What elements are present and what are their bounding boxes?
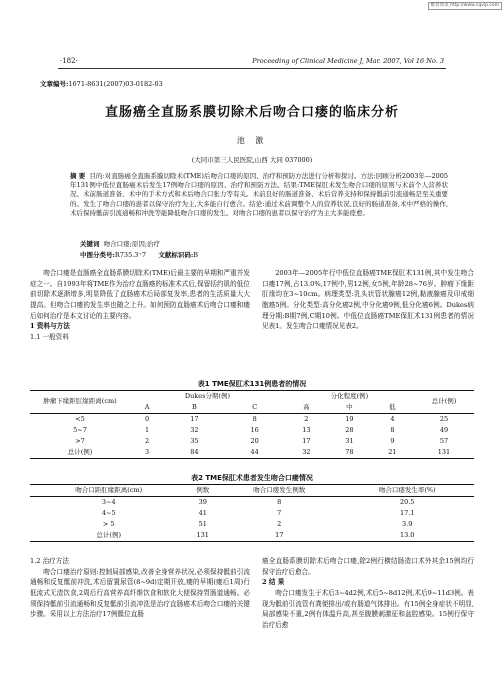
article-number [40, 80, 163, 89]
table-cell: 35 [190, 436, 199, 445]
keywords [80, 240, 160, 249]
table-row [30, 530, 474, 542]
table-cell: 0 [145, 414, 150, 423]
watermark-stamp: 维普资讯 http://www.cqvip.com [428, 2, 502, 10]
table-cell: >7 [75, 436, 85, 445]
paper-title: 直肠癌全直肠系膜切除术后吻合口瘘的临床分析 [104, 105, 399, 120]
classification-label: 中图分类号: [80, 251, 115, 259]
table-cell: 总计(例) [96, 530, 121, 539]
doc-code-value: B [193, 251, 199, 259]
classification [80, 251, 198, 260]
table-cell: 2 [304, 414, 309, 423]
table-cell: 13.0 [399, 530, 415, 539]
table-cell: 57 [439, 436, 449, 445]
table-cell: 84 [190, 447, 199, 456]
treatment-paragraph: 吻合口瘘治疗原则:控制局部感染,改善全身营养状况,必须保持骶前引流通畅和反复骶前冲洗,术后留置尿管(8~9d)定期开放,瘘的早期(瘘后1周)行低流式无渣饮食,2周后行高营养高纤维饮食和软化大便保持胃肠道通畅。必须保持骶前引流通畅和反复骶前引流冲洗是治疗直肠癌术后吻合口瘘的关键步骤。采用以上方法治疗17例骶位直肠 [30, 567, 250, 619]
table-row [30, 519, 474, 530]
table-1-total-header: 总计(例) [414, 391, 474, 414]
table-row [30, 447, 474, 459]
table-cell: 131 [437, 447, 451, 456]
table-1 [30, 390, 474, 459]
abstract-label: 摘 要 [70, 172, 86, 180]
table-1-sub-c: C [252, 402, 258, 411]
table-cell: > 5 [102, 519, 115, 528]
section-1-heading: 1 资料与方法 [30, 322, 70, 331]
table-cell: 17.1 [399, 508, 415, 517]
table-1-distance-header: 肿瘤下缘距肛缘距离(cm) [30, 391, 130, 414]
table-cell: 7 [277, 508, 282, 517]
table-cell: 20.5 [399, 497, 415, 506]
table-1-sub-low: 低 [389, 402, 396, 411]
intro-paragraph: 吻合口瘘是直肠癌全直肠系膜切除术(TME)后最主要的早期和严重并发症之一。自1993年将TME作为治疗直肠癌的标准术式后,保留括约肌的低位前切除术逐渐增多,明显降低了直肠癌术后局部复发率,患者的生活质量大大提高。但吻合口瘘的发生率也随之上升。如何预防直肠癌术后吻合口瘘和瘘后如何治疗是本文讨论的主要内容。 [30, 269, 250, 320]
keywords-label: 关键词 [80, 240, 100, 248]
header-rule [58, 68, 446, 69]
abstract-text: 目的:对直肠癌全直肠系膜切除术(TME)后吻合口瘘的原因、治疗和预防方法进行分析和探讨。方法:回顾分析2003年—2005年131例中低位直肠癌术后发生17例吻合口瘘的原因、治疗和预防方法。结果:TME保肛术发生吻合口瘘的原则与术前个人营养状况、术前肠道准备、术中的手术方式和术后吻合口张力等有关。术前良好的肠道准备、术后营养支持和保持骶前引流通畅是至关重要的。发生了吻合口瘘的患者以保守治疗为主,大多能自行愈合。结论:通过术前调整个人的营养状况,良好的肠道准备,术中严格的操作,术后保持骶前引流通畅和冲洗等能降低吻合口瘘的发生。对吻合口瘘的患者以保守治疗为主大多能痊愈。 [70, 172, 448, 217]
results-paragraph: 吻合口瘘发生于术后3~4d2例,术后5~8d12例,术后9~11d3例。表现为骶前引流管有粪便排出/或有肠道气体排出。有15例全身症状不明显,局部感染不重,2例有体温升高,甚至腹膜刺激征和盆腔感染。15例行保守治疗后愈 [262, 589, 474, 630]
keywords-value: 吻合口瘘;原因;治疗 [103, 240, 161, 248]
section-1-2-heading: 1.2 治疗方法 [30, 557, 69, 565]
table-cell: 17 [302, 436, 311, 445]
table-cell: 21 [388, 447, 397, 456]
table-cell: 19 [345, 414, 354, 423]
section-2-heading: 2 结 果 [262, 578, 285, 587]
table-1-sub-b: B [191, 402, 197, 411]
intro-left-column [30, 268, 250, 343]
treatment-continued: 癌全直肠系膜切除术后吻合口瘘,除2例行横结肠造口术外其余15例均行保守治疗后愈合。 [262, 557, 474, 576]
table-cell: 41 [198, 508, 207, 517]
table-cell: 39 [198, 497, 207, 506]
table-cell: 3.9 [402, 519, 413, 528]
table-cell: 3 [145, 447, 150, 456]
table-row [30, 508, 474, 519]
results-right-column [262, 556, 474, 631]
author: 池 激 [236, 136, 268, 145]
classification-value: R735.3⁺7 [114, 251, 146, 259]
table-2-header: 吻合口瘘发生例数 [253, 485, 306, 494]
table-cell: 5~7 [73, 425, 87, 434]
table-2-header: 吻合口距肛缘距离(cm) [75, 485, 143, 494]
materials-paragraph: 2003年—2005年行中低位直肠癌TME保肛术131例,其中发生吻合口瘘17例,占13.0%,17例中,男12例,女5例,年龄28~76岁。肿瘤下缘距肛缘均在3~10cm。病理类型:乳头状管状腺癌12例,黏液腺癌及印戒细胞癌5例。分化类型:高分化癌2例,中分化癌9例,低分化癌6例。Dukes病理分期:B期7例,C期10例。中低位直肠癌TME保肛术131例患者的情况见表1。发生吻合口瘘情况见表2。 [262, 269, 474, 331]
table-cell: 3~4 [101, 497, 116, 506]
doc-code-label: 文献标识码: [158, 251, 194, 259]
table-1-dukes-header: Dukes分期(例) [184, 391, 230, 400]
table-row [30, 414, 474, 426]
table-1-diff-header: 分化程度(例) [330, 391, 369, 400]
table-cell: 31 [345, 436, 354, 445]
page-number: ·182· [60, 57, 78, 65]
table-cell: 1 [145, 425, 150, 434]
table-1-sub-mid: 中 [346, 402, 353, 411]
article-number-label: 文章编号: [40, 80, 69, 88]
table-cell: 44 [250, 447, 259, 456]
table-row [30, 436, 474, 447]
table-cell: 28 [345, 425, 354, 434]
running-header: Proceeding of Clinical Medicine J, Mar. 2007, Vol 16 No. 3 [252, 57, 444, 65]
table-cell: 16 [250, 425, 259, 434]
table-cell: 总计(例) [67, 447, 93, 456]
table-cell: 17 [190, 414, 199, 423]
intro-right-column [262, 268, 474, 332]
table-cell: <5 [75, 414, 85, 423]
treatment-left-column [30, 556, 250, 620]
table-cell: 8 [277, 497, 282, 506]
table-cell: 25 [439, 414, 449, 423]
table-cell: 78 [345, 447, 354, 456]
table-2-header: 吻合口瘘发生率(%) [378, 485, 436, 494]
abstract [70, 172, 448, 218]
table-cell: 13 [302, 425, 311, 434]
table-row [30, 425, 474, 436]
table-cell: 9 [390, 436, 395, 445]
table-cell: 131 [196, 530, 209, 539]
table-cell: 49 [439, 425, 449, 434]
table-cell: 2 [145, 436, 150, 445]
table-cell: 17 [275, 530, 284, 539]
table-cell: 51 [198, 519, 207, 528]
table-cell: 32 [302, 447, 311, 456]
article-number-value: 1671-8631(2007)03-0182-03 [68, 80, 163, 88]
table-1-caption: 表1 TME保肛术131例患者的情况 [197, 380, 307, 388]
table-cell: 4 [390, 414, 395, 423]
table-cell: 8 [252, 414, 257, 423]
table-2-header: 例数 [196, 485, 210, 494]
affiliation: (大同市第三人民医院,山西 大同 037000) [191, 156, 313, 164]
table-cell: 4~5 [101, 508, 116, 517]
table-cell: 32 [190, 425, 199, 434]
section-1-1-heading: 1.1 一般资料 [30, 333, 69, 342]
table-1-sub-high: 高 [303, 402, 310, 411]
table-cell: 2 [277, 519, 282, 528]
table-row [30, 497, 474, 509]
table-2 [30, 484, 474, 542]
table-cell: 20 [250, 436, 259, 445]
table-2-caption: 表2 TME保肛术患者发生吻合口瘘情况 [191, 474, 313, 482]
table-cell: 8 [390, 425, 395, 434]
table-1-sub-a: A [144, 402, 150, 411]
